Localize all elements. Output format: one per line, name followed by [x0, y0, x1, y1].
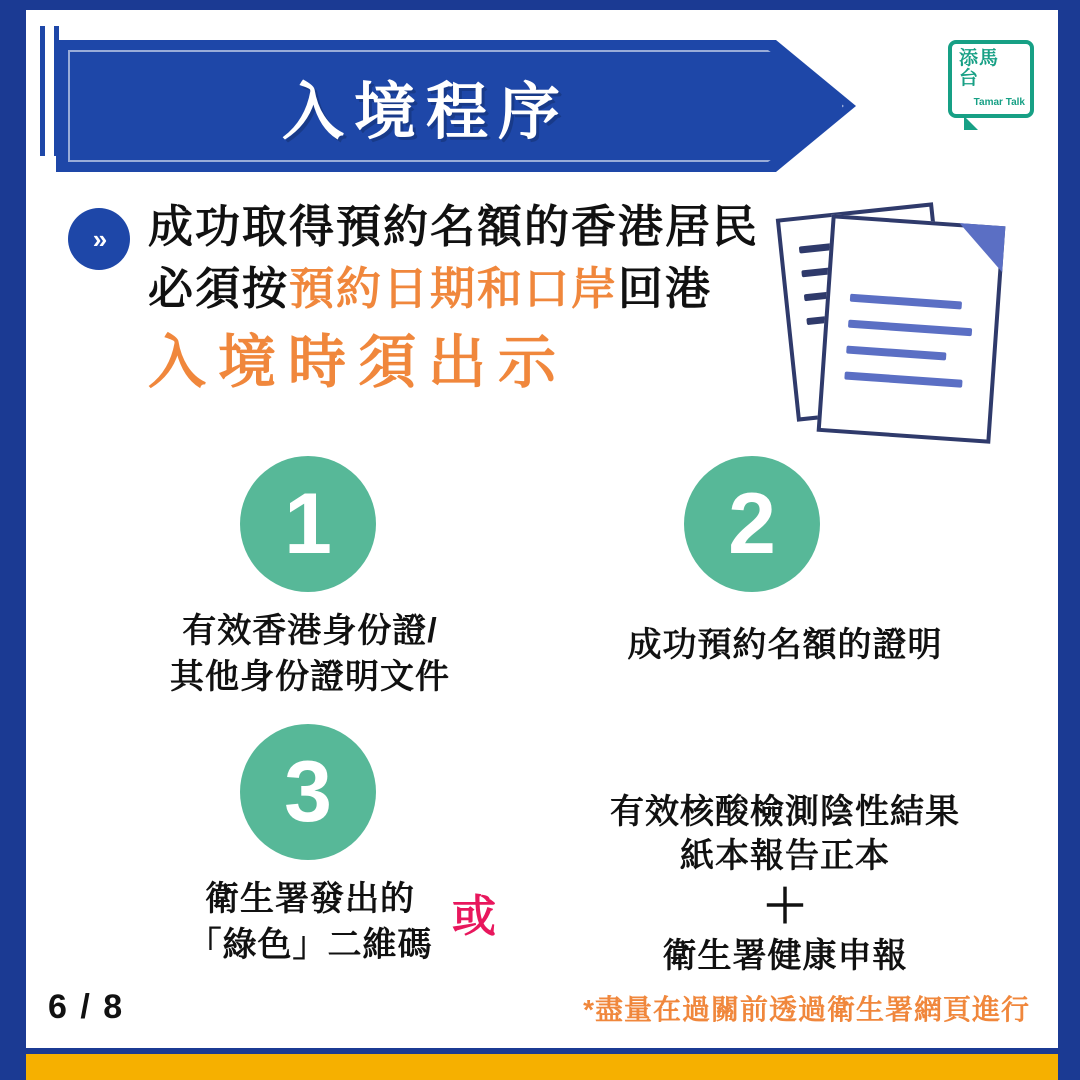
- alternative-line-1: 有效核酸檢測陰性結果: [610, 793, 960, 831]
- document-front-page: [817, 214, 1006, 444]
- intro-line-2-prefix: 必須按: [148, 263, 290, 314]
- double-chevron-right-icon: »: [68, 208, 130, 270]
- step-number-2: 2: [684, 456, 820, 592]
- page-indicator: 6 / 8: [48, 988, 125, 1026]
- header-banner: [56, 40, 856, 172]
- intro-text-block: [148, 196, 848, 398]
- step-number-3: 3: [240, 724, 376, 860]
- page-title: 入境程序: [281, 77, 570, 147]
- bottom-bar-left-cap: [0, 1054, 26, 1080]
- intro-line-2: [148, 258, 848, 320]
- step-label-1-line-1: 有效香港身份證/: [182, 612, 438, 650]
- intro-line-2-highlight: 預約日期和口岸: [289, 263, 619, 314]
- alternative-line-2: 紙本報告正本: [680, 837, 890, 875]
- step-number-1: 1: [240, 456, 376, 592]
- footnote: *盡量在過關前透過衛生署網頁進行: [583, 994, 1030, 1025]
- intro-line-1: 成功取得預約名額的香港居民: [148, 201, 760, 252]
- bottom-bar-right-cap: [1058, 1054, 1080, 1080]
- bottom-accent-bar: [0, 1054, 1080, 1080]
- step-label-2: [560, 622, 1010, 668]
- plus-sign: ＋: [762, 880, 808, 932]
- step-label-3-line-1: 衛生署發出的: [205, 880, 415, 918]
- step-label-3: [130, 876, 490, 968]
- document-illustration-icon: [780, 196, 1010, 446]
- logo-chinese-text: 添馬台: [959, 48, 1000, 89]
- alternative-requirements: [550, 790, 1020, 978]
- tamar-talk-logo: [948, 40, 1034, 118]
- alternative-line-3: 衛生署健康申報: [662, 937, 908, 975]
- intro-emphasis: 入境時須出示: [148, 330, 569, 395]
- step-label-1: [110, 608, 510, 700]
- logo-english-text: Tamar Talk: [973, 97, 1025, 108]
- step-label-3-line-2: 「綠色」二維碼: [187, 926, 433, 964]
- or-separator: 或: [452, 892, 498, 941]
- step-label-2-line-1: 成功預約名額的證明: [627, 626, 943, 664]
- step-label-1-line-2: 其他身份證明文件: [170, 658, 450, 696]
- intro-line-2-suffix: 回港: [618, 263, 713, 314]
